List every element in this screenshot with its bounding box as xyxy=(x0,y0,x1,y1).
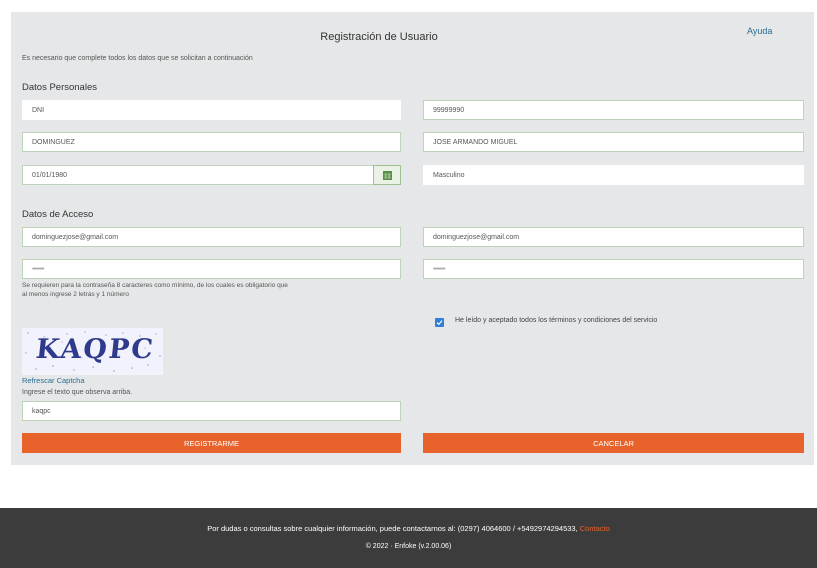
terms-checkbox[interactable] xyxy=(435,318,444,327)
register-button[interactable]: REGISTRARME xyxy=(22,433,401,453)
access-data-heading: Datos de Acceso xyxy=(22,209,94,220)
first-name-value: JOSE ARMANDO MIGUEL xyxy=(433,138,518,146)
email-value: dominguezjose@gmail.com xyxy=(32,233,119,241)
document-type-select[interactable] xyxy=(22,100,401,120)
email-confirm-input[interactable] xyxy=(423,227,804,247)
contact-link[interactable]: Contacto xyxy=(579,524,610,533)
instructions-text: Es necesario que complete todos los datos que se solicitan a continuación xyxy=(22,55,253,62)
password-input[interactable] xyxy=(22,259,401,279)
gender-select[interactable] xyxy=(423,165,804,185)
terms-label: He leído y aceptado todos los términos y condiciones del servicio xyxy=(455,317,658,324)
document-number-input[interactable] xyxy=(423,100,804,120)
gender-value: Masculino xyxy=(433,171,465,179)
footer-copyright: © 2022 · Enfoke (v.2.00.06) xyxy=(365,543,452,550)
captcha-image xyxy=(22,328,163,375)
password-hint-line2: al menos ingrese 2 letras y 1 número xyxy=(22,291,129,298)
birth-date-input[interactable] xyxy=(22,165,374,185)
password-hint-line1: Se requieren para la contraseña 8 caracteres como mínimo, de los cuales es obligatorio que xyxy=(22,282,288,289)
email-confirm-value: dominguezjose@gmail.com xyxy=(433,233,520,241)
captcha-input[interactable] xyxy=(22,401,401,421)
birth-date-value: 01/01/1980 xyxy=(32,171,68,179)
password-confirm-mask: •••••••• xyxy=(433,265,445,273)
password-mask: •••••••• xyxy=(32,265,44,273)
footer xyxy=(0,508,817,568)
footer-contact-line xyxy=(0,524,817,533)
captcha-input-value: kaqpc xyxy=(32,407,51,415)
captcha-text: KAQPC xyxy=(34,334,157,365)
email-input[interactable] xyxy=(22,227,401,247)
document-type-value: DNI xyxy=(32,106,45,114)
document-number-value: 99999990 xyxy=(433,106,465,114)
checkmark-icon xyxy=(436,319,443,326)
personal-data-heading: Datos Personales xyxy=(22,82,97,93)
calendar-button[interactable] xyxy=(373,165,401,185)
last-name-input[interactable] xyxy=(22,132,401,152)
registration-panel xyxy=(11,12,814,465)
calendar-icon xyxy=(383,171,392,180)
refresh-captcha-link[interactable]: Refrescar Captcha xyxy=(22,376,85,385)
footer-contact-text: Por dudas o consultas sobre cualquier información, puede contactarnos al: (0297) 4064600 / +5492974294533, xyxy=(207,524,578,533)
first-name-input[interactable] xyxy=(423,132,804,152)
password-hint xyxy=(22,281,288,299)
captcha-instruction: Ingrese el texto que observa arriba. xyxy=(22,389,133,396)
cancel-button[interactable]: CANCELAR xyxy=(423,433,804,453)
help-link[interactable]: Ayuda xyxy=(747,26,773,36)
last-name-value: DOMINGUEZ xyxy=(32,138,75,146)
password-confirm-input[interactable] xyxy=(423,259,804,279)
page-title: Registración de Usuario xyxy=(320,31,438,43)
